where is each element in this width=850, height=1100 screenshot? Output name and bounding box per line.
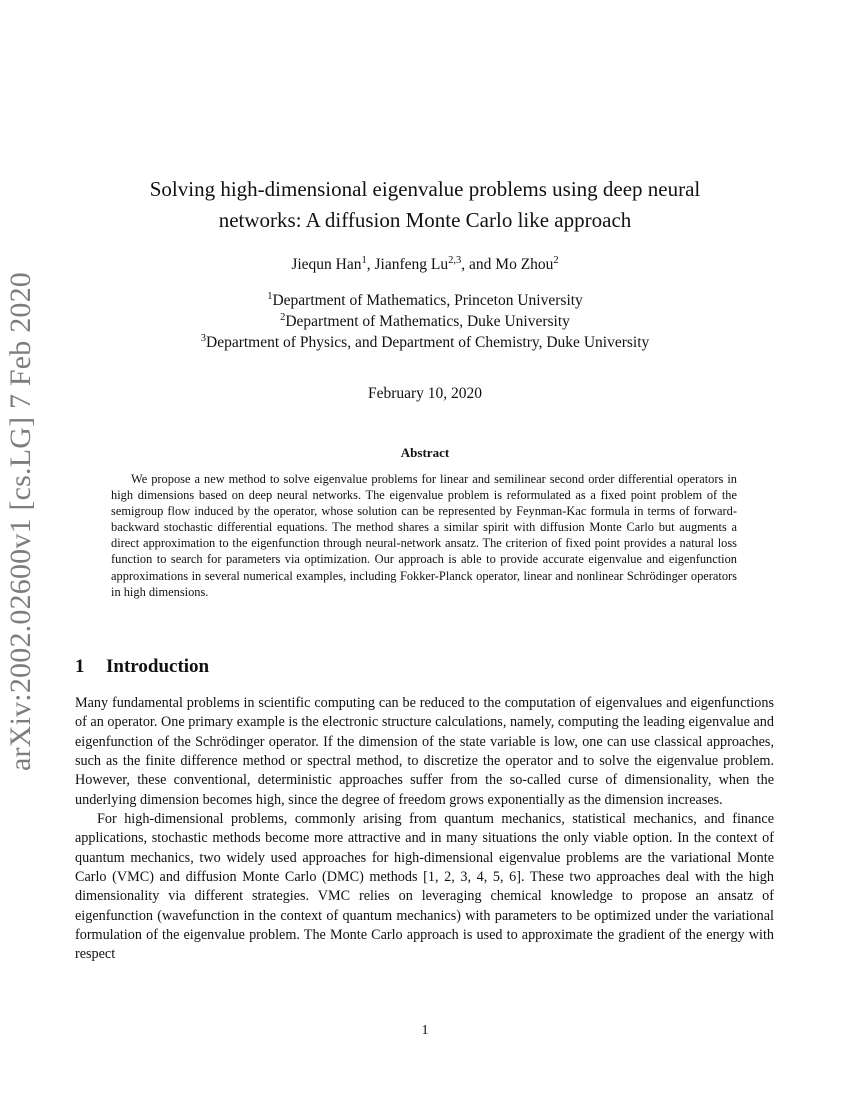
affiliation-text: Department of Mathematics, Duke University [285, 313, 570, 330]
author-affiliation-mark: 1 [361, 254, 367, 266]
section-title: Introduction [106, 656, 210, 677]
abstract-text: We propose a new method to solve eigenvalue problems for linear and semilinear second order differential operators in high dimensions based on deep neural networks. The eigenvalue problem is reformulated as a fixed point problem of the semigroup flow induced by the operator, whose solution can be represented by Feynman-Kac formula in terms of forward-backward stochastic differential equations. The method shares a similar spirit with diffusion Monte Carlo but augments a direct approximation to the eigenfunction through neural-network ansatz. The criterion of fixed point provides a natural loss function to search for parameters via optimization. Our approach is able to provide accurate eigenvalue and eigenfunction approximations in several numerical examples, including Fokker-Planck operator, linear and nonlinear Schrödinger operators in high dimensions. [111, 472, 737, 599]
affiliation-text: Department of Mathematics, Princeton University [272, 292, 583, 309]
section-heading [75, 656, 209, 678]
author-list [0, 256, 850, 274]
author-separator: , [366, 256, 375, 273]
affiliation-mark: 2 [280, 311, 286, 323]
affiliation-mark: 3 [200, 332, 207, 344]
title-line-2: networks: A diffusion Monte Carlo like approach [218, 208, 632, 232]
affiliation [0, 311, 850, 332]
author-affiliation-mark: 2,3 [448, 254, 462, 266]
paper-title [90, 174, 760, 236]
arxiv-identifier: arXiv:2002.02600v1 [cs.LG] 7 Feb 2020 [4, 271, 37, 771]
author-separator: , and [461, 256, 496, 273]
paragraph: Many fundamental problems in scientific computing can be reduced to the computation of eigenvalues and eigenfunctions of an operator. One primary example is the electronic structure calculations, namely, computing the leading eigenvalue and eigenfunction of the Schrödinger operator. If the dimension of the state variable is low, one can use classical approaches, such as the finite difference method or spectral method, to discretize the operator and to solve the eigenvalue problem. However, these conventional, deterministic approaches suffer from the so-called curse of dimensionality, when the underlying dimension becomes high, since the degree of freedom grows exponentially as the dimension increases. [75, 695, 774, 808]
affiliation-text: Department of Physics, and Department of Chemistry, Duke University [206, 334, 650, 351]
author-name: Jianfeng Lu [374, 256, 449, 273]
title-line-1: Solving high-dimensional eigenvalue problems using deep neural [149, 177, 701, 201]
affiliation [0, 332, 850, 353]
page-number: 1 [421, 1023, 429, 1038]
section-body [75, 694, 774, 965]
affiliation [0, 290, 850, 311]
author-affiliation-mark: 2 [553, 254, 559, 266]
author-name: Jiequn Han [291, 256, 362, 273]
publication-date: February 10, 2020 [367, 385, 483, 402]
abstract-heading: Abstract [400, 445, 450, 460]
affiliation-list [0, 290, 850, 353]
paragraph: For high-dimensional problems, commonly arising from quantum mechanics, statistical mechanics, and finance applications, stochastic methods become more attractive and in many situations the only viable option. In the context of quantum mechanics, two widely used approaches for high-dimensional eigenvalue problems are the variational Monte Carlo (VMC) and diffusion Monte Carlo (DMC) methods [1, 2, 3, 4, 5, 6]. These two approaches deal with the high dimensionality via different strategies. VMC relies on leveraging chemical knowledge to propose an ansatz of eigenfunction (wavefunction in the context of quantum mechanics) with parameters to be optimized under the variational formulation of the eigenvalue problem. The Monte Carlo approach is used to approximate the gradient of the energy with respect [75, 811, 774, 963]
author-name: Mo Zhou [495, 256, 554, 273]
affiliation-mark: 1 [267, 290, 273, 302]
section-number: 1 [75, 656, 85, 677]
